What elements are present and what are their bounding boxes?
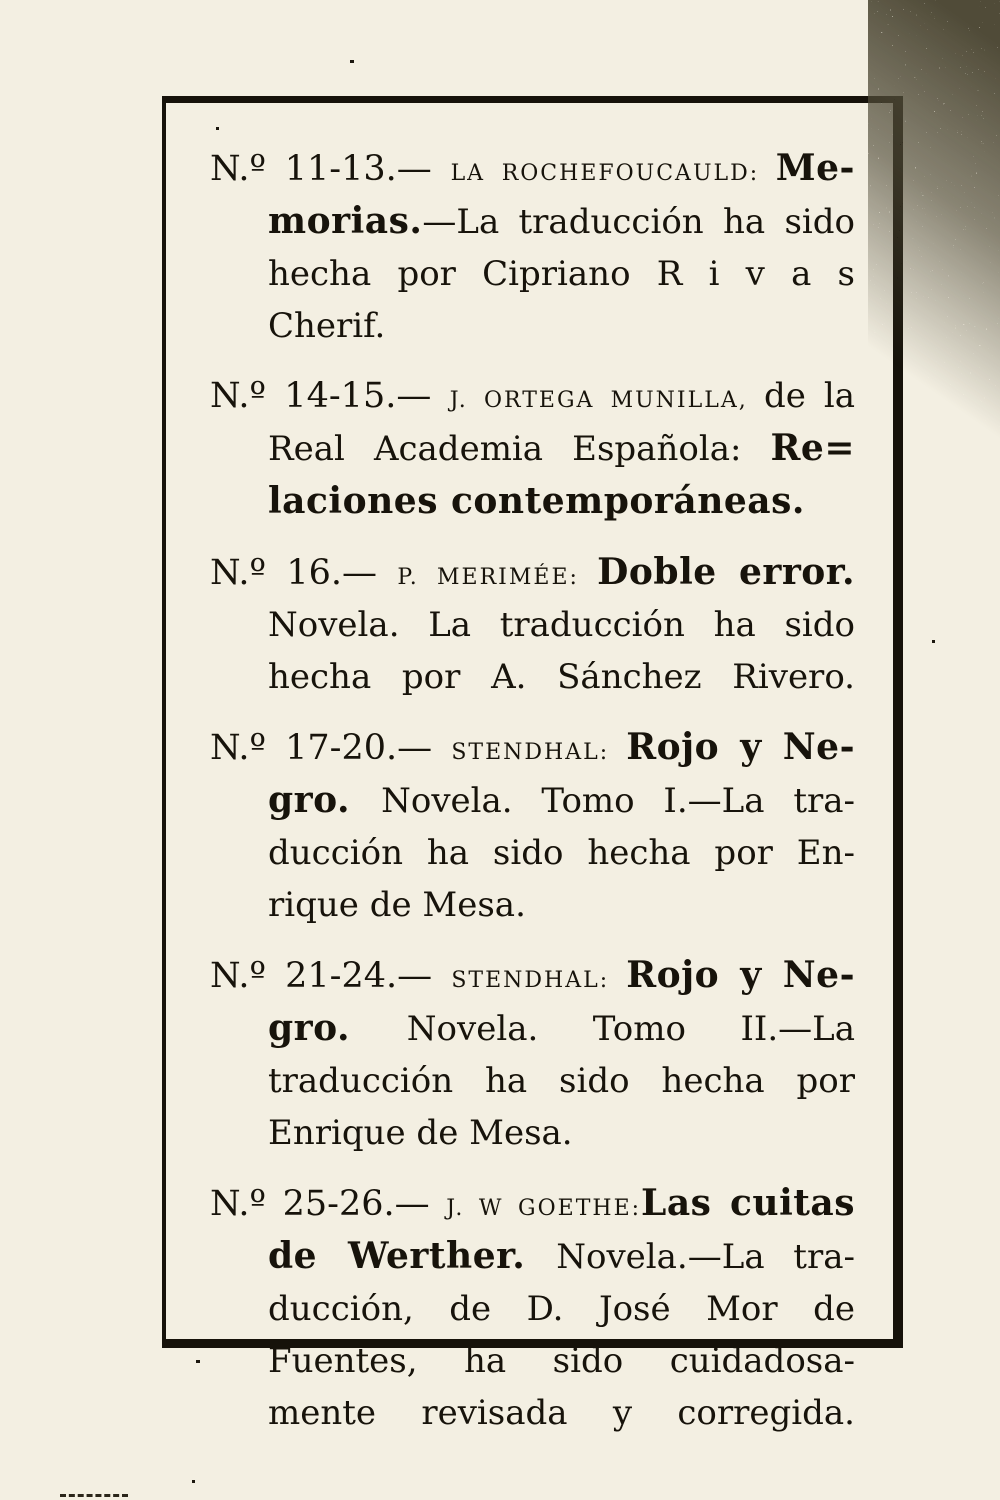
text-segment-normal: traducción ha sido hecha por (268, 1061, 855, 1101)
text-segment-number: N.º 11-13.— (210, 149, 451, 189)
ink-speck (216, 127, 219, 130)
text-line (210, 830, 855, 882)
text-segment-bold: Rojo y Ne- (626, 954, 856, 996)
scan-noise-texture (868, 0, 1000, 470)
catalog-entry (210, 952, 855, 1162)
text-line (210, 478, 855, 531)
text-line (210, 777, 855, 830)
text-segment-normal: Novela.—La tra- (556, 1237, 855, 1277)
text-segment-smallcaps: LA ROCHEFOUCAULD: (450, 161, 776, 186)
text-line (210, 1058, 855, 1110)
text-segment-normal: Real Academia Española: (268, 429, 771, 469)
text-segment-bold: Re= (770, 427, 855, 469)
text-segment-normal: ducción ha sido hecha por En- (268, 833, 855, 873)
text-segment-smallcaps: STENDHAL: (451, 740, 627, 765)
text-line (210, 1233, 855, 1286)
text-segment-bold: Me- (775, 147, 855, 189)
entries (166, 103, 893, 1442)
text-segment-bold: Doble error. (597, 551, 855, 593)
text-line (210, 602, 855, 654)
text-line (210, 882, 855, 934)
page-border-frame (162, 96, 903, 1433)
text-segment-normal: hecha por Cipriano R i v a s (268, 254, 855, 294)
text-segment-smallcaps: P. MERIMÉE: (397, 565, 598, 590)
text-line (210, 1338, 855, 1390)
catalog-entry (210, 145, 855, 355)
ink-speck (196, 1360, 200, 1363)
text-segment-normal: ducción, de D. José Mor de (268, 1289, 855, 1329)
text-segment-bold: morias. (268, 200, 423, 242)
text-segment-normal: Novela. Tomo II.—La (406, 1009, 855, 1049)
catalog-entry (210, 1180, 855, 1442)
text-segment-number: N.º 17-20.— (210, 728, 452, 768)
text-segment-normal: Fuentes, ha sido cuidadosa- (268, 1341, 855, 1381)
text-segment-bold: gro. (268, 1007, 407, 1049)
text-line (210, 373, 855, 425)
catalog-entry (210, 373, 855, 531)
text-segment-bold: de Werther. (268, 1235, 557, 1277)
text-segment-number: N.º 21-24.— (210, 956, 452, 996)
text-segment-bold: Las cuitas (641, 1182, 855, 1224)
text-segment-normal: Novela. La traducción ha sido (268, 605, 855, 645)
ink-speck (932, 640, 935, 643)
text-segment-normal: rique de Mesa. (268, 885, 526, 925)
text-segment-number: N.º 16.— (210, 553, 398, 593)
ink-speck (350, 60, 354, 63)
text-segment-bold: Rojo y Ne- (626, 726, 856, 768)
text-line (210, 425, 855, 478)
text-segment-bold: laciones contemporáneas. (268, 480, 805, 522)
text-line (210, 654, 855, 706)
text-line (210, 1005, 855, 1058)
text-line (210, 145, 855, 198)
text-segment-normal: —La traducción ha sido (422, 202, 855, 242)
text-line (210, 1110, 855, 1162)
text-segment-bold: gro. (268, 779, 382, 821)
text-segment-normal: Cherif. (268, 306, 386, 346)
text-segment-normal: de la (763, 376, 855, 416)
text-segment-normal: Enrique de Mesa. (268, 1113, 573, 1153)
text-segment-normal: mente revisada y corregida. (268, 1393, 855, 1433)
text-line (210, 724, 855, 777)
ink-speck (192, 1480, 195, 1483)
text-segment-number: N.º 14-15.— (210, 376, 450, 416)
text-segment-smallcaps: STENDHAL: (451, 968, 627, 993)
text-line (210, 952, 855, 1005)
text-line (210, 303, 855, 355)
text-line (210, 251, 855, 303)
catalog-entry (210, 549, 855, 706)
text-segment-smallcaps: J. W GOETHE: (446, 1196, 642, 1221)
text-line (210, 198, 855, 251)
text-line (210, 1390, 855, 1442)
text-line (210, 549, 855, 602)
text-segment-normal: hecha por A. Sánchez Rivero. (268, 657, 855, 697)
text-line (210, 1180, 855, 1233)
text-segment-number: N.º 25-26.— (210, 1184, 447, 1224)
catalog-entry (210, 724, 855, 934)
scan-dash-mark (60, 1494, 128, 1497)
text-line (210, 1286, 855, 1338)
text-segment-normal: Novela. Tomo I.—La tra- (381, 781, 855, 821)
text-segment-smallcaps: J. ORTEGA MUNILLA, (449, 388, 764, 413)
